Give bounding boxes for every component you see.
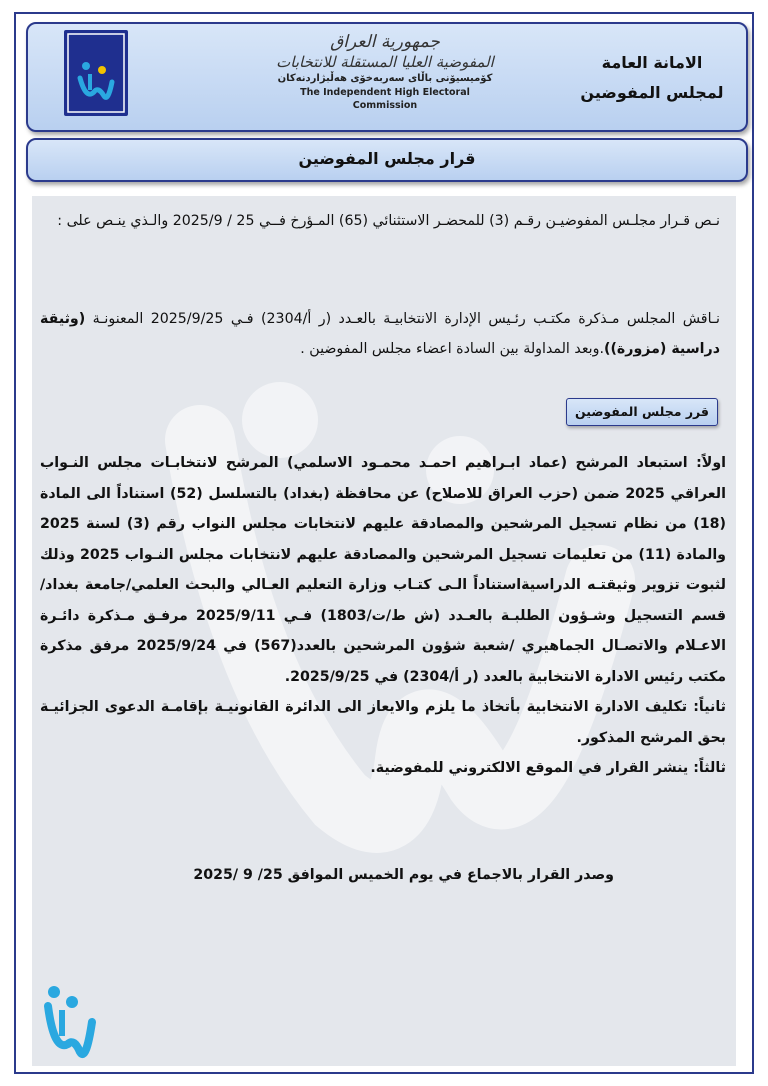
closing-statement: وصدر القرار بالاجماع في يوم الخميس الموافق 25/ 9 /2025: [193, 867, 614, 883]
department-line-2: لمجلس المفوضين: [580, 83, 724, 102]
decision-item-1: [40, 448, 726, 692]
seal-country-name: جمهورية العراق: [330, 32, 440, 52]
seal-commission-arabic: المفوضية العليا المستقلة للانتخابات: [276, 53, 494, 71]
decided-label-box: قرر مجلس المفوضين: [566, 398, 718, 426]
discussion-text-end: .وبعد المداولة بين السادة اعضاء مجلس المفوضين .: [300, 341, 604, 357]
discussion-paragraph: [40, 304, 720, 364]
item-2-label: ثانياً:: [693, 699, 726, 715]
seal-commission-english: The Independent High Electoral Commission: [300, 87, 470, 111]
item-3-text: ينشر القرار في الموقع الالكتروني للمفوضية.: [370, 760, 689, 776]
department-line-1: الامانة العامة: [601, 53, 703, 72]
item-1-text: استبعاد المرشح (عماد ابـراهيم احمـد محمـود الاسلمي) المرشح لانتخابـات مجلس النـواب العراقي 2025 ضمن (حزب العراق للاصلاح) عن محافظة (بغداد) بالتسلسل (52) استناداً الى المادة (18) من نظام تسجيل المرشحين والمصادقة عليهم لانتخابات مجلس النواب رقم (3) لسنة 2025 والمادة (11) من تعليمات تسجيل المرشحين والمصادقة عليهم لانتخابات مجلس النـواب 2025 وذلك لثبوت تزوير وثيقتـه الدراسيةاستناداً الـى كتـاب وزارة التعليم العـالي والبحث العلمي/جامعة بغداد/قسم التسجيل وشـؤون الطلبـة بالعـدد (ش ط/ت/1803) فـي 2025/9/11 مرفـق مـذكرة دائـرة الاعـلام والاتصـال الجماهيري /شعبة شؤون المرشحين بالعدد(567) في 2025/9/24 مرفق مذكرة مكتب رئيس الادارة الانتخابية بالعدد (ر أ/2304) في 2025/9/25.: [40, 455, 727, 685]
decision-items: [40, 448, 726, 784]
intro-paragraph: نـص قـرار مجلـس المفوضيـن رقـم (3) للمحضـر الاستثنائي (65) المـؤرخ فــي 25 / 2025/9 والـذي ينـص على :: [57, 213, 720, 229]
item-1-label: اولاً:: [696, 455, 726, 471]
discussion-text: نـاقش المجلس مـذكرة مكتـب رئـيس الإدارة الانتخابيـة بالعـدد (ر أ/2304) فـي 2025/9/25 المعنونـة: [92, 311, 720, 327]
decision-item-2: [40, 692, 726, 753]
department-name: [572, 48, 732, 108]
discussion-document-title: (وثيقة دراسية (مزورة)): [40, 311, 720, 357]
item-2-text: تكليف الادارة الانتخابية بأتخاذ ما يلزم والايعاز الى الدائرة القانونيـة بإقامـة الدعوى الجزائيـة بحق المرشح المذكور.: [40, 699, 726, 746]
decision-item-3: [40, 753, 726, 784]
commission-logo: [64, 30, 128, 116]
item-3-label: ثالثاً:: [693, 760, 726, 776]
seal-commission-kurdish: کۆمیسیۆنی باڵای سەربەخۆی هەڵبژاردنەکان: [277, 73, 493, 84]
commission-seal: [270, 32, 500, 112]
document-title: قرار مجلس المفوضين: [26, 138, 748, 182]
footer-logo-icon: [40, 972, 100, 1068]
